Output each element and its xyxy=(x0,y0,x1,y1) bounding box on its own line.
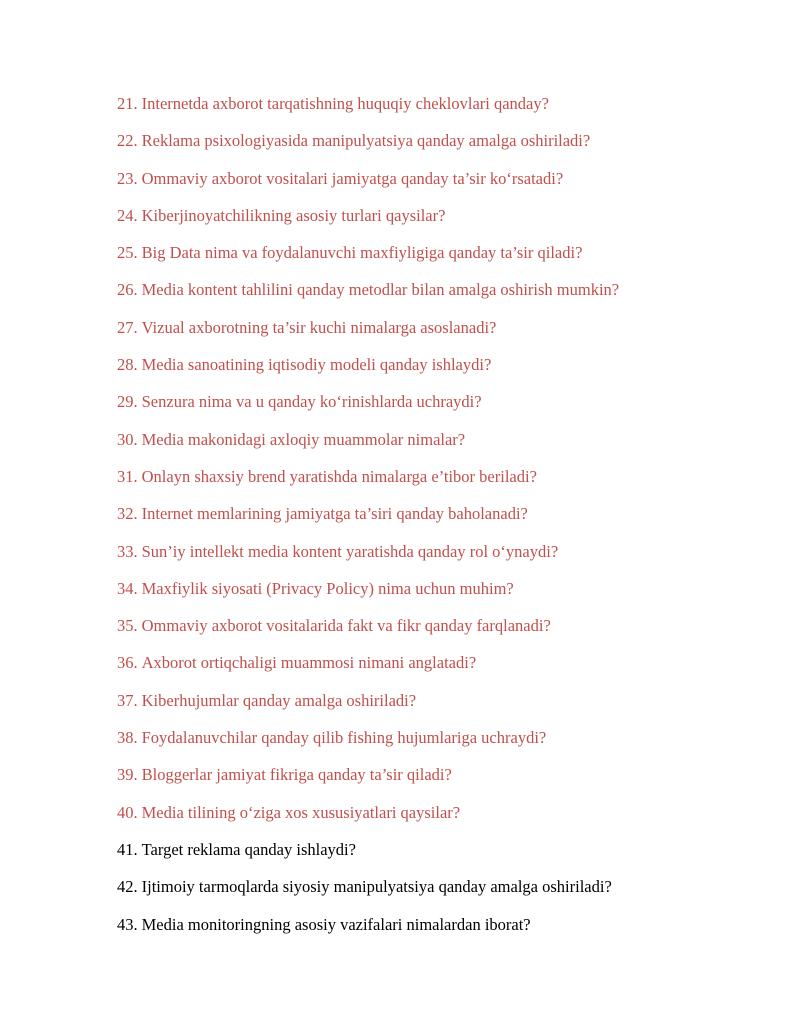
question-item xyxy=(117,389,777,426)
question-text: Media tilining o‘ziga xos xususiyatlari qaysilar? xyxy=(141,802,461,822)
question-number: 31. xyxy=(117,466,138,486)
question-text: Reklama psixologiyasida manipulyatsiya qanday amalga oshiriladi? xyxy=(141,131,591,151)
question-item xyxy=(117,427,777,464)
question-text: Foydalanuvchilar qanday qilib fishing hujumlariga uchraydi? xyxy=(141,728,547,748)
question-number: 25. xyxy=(117,243,138,263)
question-text: Media makonidagi axloqiy muammolar nimalar? xyxy=(141,429,466,449)
question-item xyxy=(117,91,777,128)
question-text: Target reklama qanday ishlaydi? xyxy=(141,839,356,859)
question-text: Kiberjinoyatchilikning asosiy turlari qaysilar? xyxy=(141,205,446,225)
question-number: 37. xyxy=(117,690,138,710)
question-item xyxy=(117,576,777,613)
question-number: 29. xyxy=(117,392,138,412)
question-text: Big Data nima va foydalanuvchi maxfiyligiga qanday ta’sir qiladi? xyxy=(141,243,583,263)
question-number: 28. xyxy=(117,355,138,375)
question-number: 23. xyxy=(117,168,138,188)
question-text: Ommaviy axborot vositalarida fakt va fikr qanday farqlanadi? xyxy=(141,616,551,636)
question-item xyxy=(117,613,777,650)
question-number: 27. xyxy=(117,317,138,337)
question-number: 22. xyxy=(117,131,138,151)
question-number: 39. xyxy=(117,765,138,785)
question-list xyxy=(117,91,777,949)
question-text: Axborot ortiqchaligi muammosi nimani anglatadi? xyxy=(141,653,477,673)
question-text: Ommaviy axborot vositalari jamiyatga qanday ta’sir ko‘rsatadi? xyxy=(141,168,564,188)
question-number: 32. xyxy=(117,504,138,524)
question-item xyxy=(117,315,777,352)
question-number: 30. xyxy=(117,429,138,449)
question-number: 34. xyxy=(117,578,138,598)
question-number: 36. xyxy=(117,653,138,673)
question-item xyxy=(117,166,777,203)
question-item xyxy=(117,800,777,837)
question-item xyxy=(117,762,777,799)
question-text: Media monitoringning asosiy vazifalari nimalardan iborat? xyxy=(141,914,531,934)
question-text: Kiberhujumlar qanday amalga oshiriladi? xyxy=(141,690,417,710)
question-text: Media sanoatining iqtisodiy modeli qanday ishlaydi? xyxy=(141,355,492,375)
question-number: 38. xyxy=(117,728,138,748)
question-text: Ijtimoiy tarmoqlarda siyosiy manipulyatsiya qanday amalga oshiriladi? xyxy=(141,877,612,897)
question-number: 21. xyxy=(117,94,138,113)
question-number: 41. xyxy=(117,839,138,859)
question-item xyxy=(117,539,777,576)
question-number: 35. xyxy=(117,616,138,636)
question-number: 40. xyxy=(117,802,138,822)
question-item xyxy=(117,725,777,762)
question-item xyxy=(117,240,777,277)
question-text: Internetda axborot tarqatishning huquqiy cheklovlari qanday? xyxy=(141,94,549,113)
question-item xyxy=(117,837,777,874)
question-item xyxy=(117,912,777,949)
question-text: Bloggerlar jamiyat fikriga qanday ta’sir qiladi? xyxy=(141,765,452,785)
question-item xyxy=(117,352,777,389)
question-item xyxy=(117,464,777,501)
question-text: Senzura nima va u qanday ko‘rinishlarda uchraydi? xyxy=(141,392,482,412)
question-item xyxy=(117,277,777,314)
question-text: Maxfiylik siyosati (Privacy Policy) nima uchun muhim? xyxy=(141,578,514,598)
question-number: 26. xyxy=(117,280,138,300)
question-number: 43. xyxy=(117,914,138,934)
question-number: 42. xyxy=(117,877,138,897)
question-item xyxy=(117,688,777,725)
question-text: Sun’iy intellekt media kontent yaratishda qanday rol o‘ynaydi? xyxy=(141,541,559,561)
question-text: Onlayn shaxsiy brend yaratishda nimalarga e’tibor beriladi? xyxy=(141,466,537,486)
question-number: 33. xyxy=(117,541,138,561)
question-item xyxy=(117,203,777,240)
question-number: 24. xyxy=(117,205,138,225)
question-item xyxy=(117,128,777,165)
question-item xyxy=(117,874,777,911)
question-item xyxy=(117,650,777,687)
question-text: Media kontent tahlilini qanday metodlar bilan amalga oshirish mumkin? xyxy=(141,280,620,300)
question-item xyxy=(117,501,777,538)
question-text: Vizual axborotning ta’sir kuchi nimalarga asoslanadi? xyxy=(141,317,497,337)
question-text: Internet memlarining jamiyatga ta’siri qanday baholanadi? xyxy=(141,504,528,524)
